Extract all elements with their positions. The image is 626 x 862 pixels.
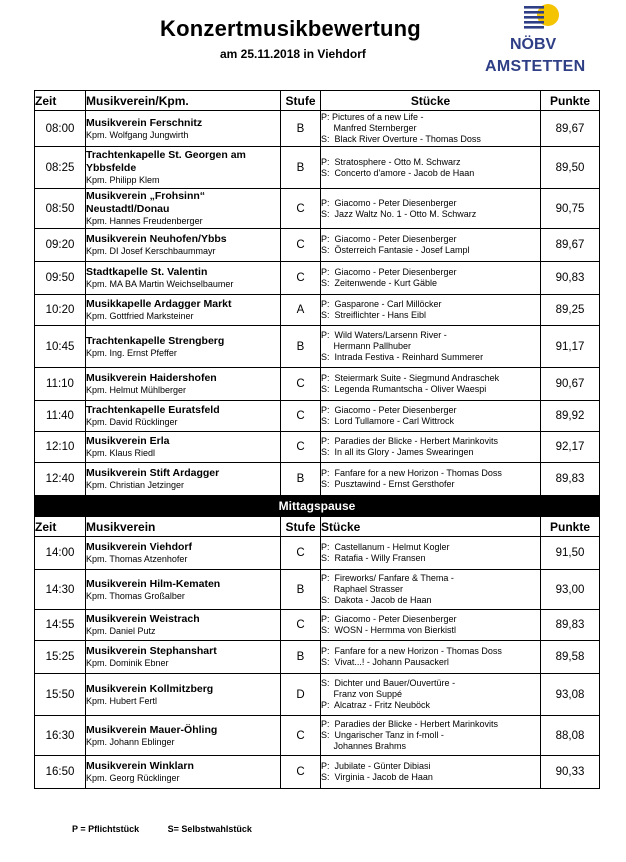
points-cell: 89,92 (541, 401, 600, 432)
piece-line: P: Fireworks/ Fanfare & Thema - (321, 573, 454, 583)
points-cell: 90,33 (541, 756, 600, 789)
conductor-name: Kpm. Christian Jetzinger (86, 480, 185, 490)
piece-line: Hermann Pallhuber (321, 341, 412, 351)
time-cell: 14:00 (35, 537, 86, 570)
club-name: Stadtkapelle St. Valentin (86, 266, 208, 278)
club-cell (86, 674, 281, 716)
piece-line: P: Wild Waters/Larsenn River - (321, 330, 447, 340)
time-cell: 11:10 (35, 368, 86, 401)
piece-line: S: Concerto d'amore - Jacob de Haan (321, 167, 475, 178)
legend-pflichtstueck: P = Pflichtstück (72, 824, 140, 834)
class-cell: C (281, 432, 321, 463)
piece-line: P: Stratosphere - Otto M. Schwarz (321, 156, 461, 167)
pieces-cell (321, 295, 541, 326)
club-cell (86, 537, 281, 570)
class-cell: C (281, 229, 321, 262)
table-row (35, 756, 600, 789)
conductor-name: Kpm. Johann Eblinger (86, 736, 175, 747)
pieces-cell (321, 368, 541, 401)
table-row (35, 674, 600, 716)
club-name: Trachtenkapelle St. Georgen am Ybbsfelde (86, 149, 246, 174)
club-name: Musikverein „Frohsinn“ Neustadtl/Donau (86, 190, 206, 215)
column-header-pieces: Stücke (321, 91, 541, 111)
time-cell: 10:45 (35, 326, 86, 368)
conductor-name: Kpm. Dominik Ebner (86, 658, 169, 668)
time-cell: 08:25 (35, 147, 86, 189)
conductor-name: Kpm. Thomas Atzenhofer (86, 554, 188, 564)
column-header-pieces: Stücke (321, 517, 541, 537)
points-cell: 93,08 (541, 674, 600, 716)
club-cell (86, 641, 281, 674)
club-name: Trachtenkapelle Euratsfeld (86, 404, 220, 416)
piece-line: P: Paradies der Blicke - Herbert Marinkovits (321, 436, 499, 446)
pieces-cell (321, 189, 541, 229)
conductor-name: Kpm. Klaus Riedl (86, 448, 156, 458)
class-cell: C (281, 368, 321, 401)
club-name: Musikverein Weistrach (86, 613, 200, 625)
pieces-cell (321, 537, 541, 570)
points-cell: 89,58 (541, 641, 600, 674)
club-name: Musikverein Viehdorf (86, 541, 193, 553)
column-header-club: Musikverein/Kpm. (86, 91, 281, 111)
piece-line: P: Pictures of a new Life - (321, 112, 424, 122)
club-name: Musikverein Mauer-Öhling (86, 723, 218, 736)
column-header-time: Zeit (35, 91, 86, 111)
table-row (35, 189, 600, 229)
piece-line: P: Steiermark Suite - Siegmund Andraschek (321, 373, 500, 383)
club-name: Musikverein Haidershofen (86, 372, 217, 384)
time-cell: 14:55 (35, 610, 86, 641)
piece-line: S: Ratafia - Willy Fransen (321, 553, 426, 563)
piece-line: S: Black River Overture - Thomas Doss (321, 134, 481, 144)
pieces-cell (321, 674, 541, 716)
piece-line: P: Castellanum - Helmut Kogler (321, 542, 450, 552)
column-header-points: Punkte (541, 91, 600, 111)
points-cell: 90,67 (541, 368, 600, 401)
points-cell: 89,67 (541, 111, 600, 147)
class-cell: B (281, 326, 321, 368)
piece-line: P: Giacomo - Peter Diesenberger (321, 197, 457, 208)
club-name: Musikkapelle Ardagger Markt (86, 298, 232, 310)
pieces-cell (321, 229, 541, 262)
legend-selbstwahlstueck: S= Selbstwahlstück (167, 824, 252, 834)
piece-line: S: WOSN - Hermma von Bierkistl (321, 625, 457, 635)
club-cell (86, 295, 281, 326)
column-header-class: Stufe (281, 91, 321, 111)
legend (72, 824, 278, 834)
piece-line: S: Ungarischer Tanz in f-moll - (321, 730, 444, 740)
table-row (35, 716, 600, 756)
time-cell: 10:20 (35, 295, 86, 326)
club-name: Musikverein Stephanshart (86, 645, 217, 657)
schedule-table (34, 90, 600, 789)
conductor-name: Kpm. Daniel Putz (86, 626, 156, 636)
points-cell: 90,75 (541, 189, 600, 229)
conductor-name: Kpm. Ing. Ernst Pfeffer (86, 347, 177, 358)
club-cell (86, 368, 281, 401)
schedule-body (35, 91, 600, 789)
table-row (35, 262, 600, 295)
table-row (35, 432, 600, 463)
club-cell (86, 189, 281, 229)
time-cell: 09:50 (35, 262, 86, 295)
time-cell: 15:50 (35, 674, 86, 716)
class-cell: A (281, 295, 321, 326)
pieces-cell (321, 326, 541, 368)
class-cell: C (281, 262, 321, 295)
club-cell (86, 111, 281, 147)
piece-line: S: Vivat...! - Johann Pausackerl (321, 657, 449, 667)
table-row (35, 570, 600, 610)
pieces-cell (321, 641, 541, 674)
time-cell: 12:40 (35, 463, 86, 496)
points-cell: 88,08 (541, 716, 600, 756)
piece-line: Johannes Brahms (321, 741, 407, 751)
column-header-class: Stufe (281, 517, 321, 537)
conductor-name: Kpm. Thomas Großalber (86, 590, 185, 601)
table-row (35, 229, 600, 262)
piece-line: P: Fanfare for a new Horizon - Thomas Doss (321, 646, 502, 656)
time-cell: 15:25 (35, 641, 86, 674)
points-cell: 92,17 (541, 432, 600, 463)
pieces-cell (321, 716, 541, 756)
club-cell (86, 756, 281, 789)
piece-line: S: Jazz Waltz No. 1 - Otto M. Schwarz (321, 208, 477, 219)
conductor-name: Kpm. MA BA Martin Weichselbaumer (86, 279, 234, 289)
club-cell (86, 401, 281, 432)
class-cell: C (281, 537, 321, 570)
conductor-name: Kpm. Gottfried Marksteiner (86, 311, 194, 321)
pieces-cell (321, 262, 541, 295)
piece-line: S: Dichter und Bauer/Ouvertüre - (321, 678, 456, 688)
table-row (35, 463, 600, 496)
pieces-cell (321, 147, 541, 189)
points-cell: 89,67 (541, 229, 600, 262)
club-name: Musikverein Kollmitzberg (86, 682, 214, 695)
time-cell: 11:40 (35, 401, 86, 432)
class-cell: C (281, 401, 321, 432)
table-row (35, 401, 600, 432)
logo-text-noebv: NÖBV (510, 36, 557, 53)
table-row (35, 610, 600, 641)
club-name: Musikverein Winklarn (86, 760, 194, 772)
club-cell (86, 262, 281, 295)
piece-line: Raphael Strasser (321, 584, 404, 594)
conductor-name: Kpm. Hannes Freudenberger (86, 216, 203, 226)
points-cell: 89,83 (541, 463, 600, 496)
points-cell: 91,17 (541, 326, 600, 368)
time-cell: 16:50 (35, 756, 86, 789)
piece-line: S: Virginia - Jacob de Haan (321, 772, 433, 782)
piece-line: P: Giacomo - Peter Diesenberger (321, 614, 457, 624)
time-cell: 12:10 (35, 432, 86, 463)
page-header (0, 0, 626, 92)
points-cell: 93,00 (541, 570, 600, 610)
lunch-break-row (35, 496, 600, 517)
pieces-cell (321, 756, 541, 789)
conductor-name: Kpm. Georg Rücklinger (86, 773, 180, 783)
logo-text-amstetten: AMSTETTEN (485, 58, 586, 75)
class-cell: C (281, 716, 321, 756)
club-cell (86, 147, 281, 189)
club-cell (86, 570, 281, 610)
conductor-name: Kpm. David Rücklinger (86, 417, 178, 427)
club-cell (86, 432, 281, 463)
conductor-name: Kpm. DI Josef Kerschbaummayr (86, 246, 216, 256)
pieces-cell (321, 401, 541, 432)
piece-line: P: Alcatraz - Fritz Neuböck (321, 700, 431, 710)
time-cell: 08:00 (35, 111, 86, 147)
club-name: Musikverein Erla (86, 435, 170, 447)
piece-line: P: Paradies der Blicke - Herbert Marinkovits (321, 719, 499, 729)
points-cell: 89,25 (541, 295, 600, 326)
club-name: Musikverein Stift Ardagger (86, 467, 220, 479)
piece-line: S: Lord Tullamore - Carl Wittrock (321, 416, 455, 426)
club-name: Trachtenkapelle Strengberg (86, 334, 225, 347)
piece-line: P: Gasparone - Carl Millöcker (321, 299, 442, 309)
points-cell: 89,83 (541, 610, 600, 641)
table-row (35, 641, 600, 674)
piece-line: Franz von Suppé (321, 689, 403, 699)
lunch-break-label: Mittagspause (35, 496, 600, 517)
time-cell: 16:30 (35, 716, 86, 756)
table-header-row (35, 91, 600, 111)
conductor-name: Kpm. Wolfgang Jungwirth (86, 129, 189, 140)
conductor-name: Kpm. Helmut Mühlberger (86, 385, 187, 395)
piece-line: P: Giacomo - Peter Diesenberger (321, 234, 457, 244)
column-header-points: Punkte (541, 517, 600, 537)
club-cell (86, 610, 281, 641)
conductor-name: Kpm. Philipp Klem (86, 175, 160, 185)
club-name: Musikverein Hilm-Kematen (86, 577, 221, 590)
piece-line: S: Österreich Fantasie - Josef Lampl (321, 245, 470, 255)
points-cell: 91,50 (541, 537, 600, 570)
class-cell: B (281, 641, 321, 674)
pieces-cell (321, 432, 541, 463)
time-cell: 14:30 (35, 570, 86, 610)
page-title: Konzertmusikbewertung (160, 16, 421, 41)
table-row (35, 147, 600, 189)
piece-line: S: Zeitenwende - Kurt Gäble (321, 278, 438, 288)
table-row (35, 295, 600, 326)
class-cell: B (281, 111, 321, 147)
time-cell: 08:50 (35, 189, 86, 229)
pieces-cell (321, 610, 541, 641)
pieces-cell (321, 570, 541, 610)
column-header-club: Musikverein (86, 517, 281, 537)
class-cell: B (281, 463, 321, 496)
class-cell: C (281, 756, 321, 789)
points-cell: 89,50 (541, 147, 600, 189)
table-header-row-2 (35, 517, 600, 537)
piece-line: Manfred Sternberger (321, 123, 417, 133)
column-header-time: Zeit (35, 517, 86, 537)
class-cell: B (281, 147, 321, 189)
class-cell: D (281, 674, 321, 716)
class-cell: B (281, 570, 321, 610)
table-row (35, 111, 600, 147)
piece-line: S: Streiflichter - Hans Eibl (321, 310, 427, 320)
pieces-cell (321, 111, 541, 147)
table-row (35, 368, 600, 401)
piece-line: S: Intrada Festiva - Reinhard Summerer (321, 352, 484, 362)
piece-line: P: Fanfare for a new Horizon - Thomas Doss (321, 468, 502, 478)
piece-line: S: Legenda Rumantscha - Oliver Waespi (321, 384, 487, 394)
club-cell (86, 326, 281, 368)
table-row (35, 537, 600, 570)
club-cell (86, 716, 281, 756)
piece-line: P: Giacomo - Peter Diesenberger (321, 405, 457, 415)
piece-line: S: Pusztawind - Ernst Gersthofer (321, 479, 455, 489)
class-cell: C (281, 610, 321, 641)
club-name: Musikverein Neuhofen/Ybbs (86, 233, 227, 245)
class-cell: C (281, 189, 321, 229)
time-cell: 09:20 (35, 229, 86, 262)
table-row (35, 326, 600, 368)
piece-line: P: Giacomo - Peter Diesenberger (321, 267, 457, 277)
pieces-cell (321, 463, 541, 496)
piece-line: S: Dakota - Jacob de Haan (321, 595, 432, 605)
club-cell (86, 463, 281, 496)
page-subtitle: am 25.11.2018 in Viehdorf (220, 47, 366, 61)
club-name: Musikverein Ferschnitz (86, 116, 203, 129)
conductor-name: Kpm. Hubert Fertl (86, 695, 158, 706)
piece-line: P: Jubilate - Günter Dibiasi (321, 761, 431, 771)
points-cell: 90,83 (541, 262, 600, 295)
piece-line: S: In all its Glory - James Swearingen (321, 447, 474, 457)
club-cell (86, 229, 281, 262)
